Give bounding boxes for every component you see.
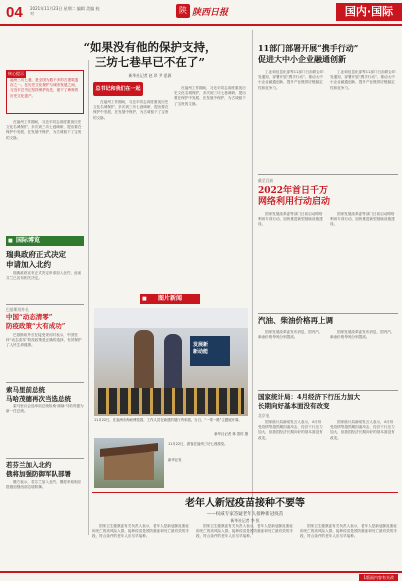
lead-body-col3: 在福州工作期间，习近平同志高度重视历史文化名城保护，多次到三坊七巷调研，提出要在保护中发展、在发展中保护，为古城留下了宝贵的文脉。 xyxy=(174,86,246,106)
right-top-body-col1: 工业和信息化部等11部门日前联合印发通知，部署开展“携手行动”，推动大中小企业融通创新，提升产业链供应链稳定性和竞争力。 xyxy=(258,70,324,90)
column-rule xyxy=(88,300,89,535)
worker-figure xyxy=(134,330,154,390)
picture-news-caption: 11月22日，在福州市海丝博览园，工作人员在新建的展厅内布展。当日，“一带一路”主题展开幕。 xyxy=(94,418,242,422)
core-tip-text: 福州三坊七巷，是全国为数不多的古建筑遗存之一。在历史文化保护与城市发展之间，习近平总书记坚持保护优先，留下了珍贵的历史文化遗产。 xyxy=(10,78,79,98)
section-band-intl: ■ 国际博览 xyxy=(6,236,84,246)
page-footer xyxy=(0,571,402,581)
divider xyxy=(258,313,398,314)
column-rule xyxy=(88,60,89,300)
issue-meta: 2021年11月23日 星期二 编辑 美编 校对 xyxy=(30,6,100,16)
secondary-photo-caption: 11月22日，游客在福州三坊七巷游览。 xyxy=(168,442,228,446)
picture-news-photo xyxy=(94,308,248,416)
paper-seal-icon: 陕 xyxy=(176,4,190,18)
picture-news-credit: 新华社记者 林 善传 摄 xyxy=(214,432,248,436)
paper-name: 陕西日报 xyxy=(192,8,229,18)
right-fuel-body-col1: 国家发展改革委发布消息，国内汽、柴油价格每吨分别提高。 xyxy=(258,330,323,340)
right-mid-kicker: 截至目前 xyxy=(258,178,274,183)
divider xyxy=(6,458,84,459)
core-tip-box xyxy=(6,70,84,114)
product-shelf xyxy=(98,388,244,414)
secondary-photo-credit: 新华社发 xyxy=(168,458,182,462)
lead-body-col2: 在福州工作期间，习近平同志高度重视历史文化名城保护，多次到三坊七巷调研，提出要在保护中发展、在发展中保护，为古城留下了宝贵的文脉。 xyxy=(93,100,169,120)
right-fuel-headline: 汽油、柴油价格再上调 xyxy=(258,316,333,325)
right-stats-body-col1: 国家统计局新闻发言人表示，4月份受疫情等超预期因素冲击，经济下行压力加大，但我国经济长期向好的基本面没有改变。 xyxy=(258,420,323,440)
picture-news-band: ■ 图片新闻 xyxy=(140,294,200,304)
lead-body-col1: 在福州工作期间，习近平同志高度重视历史文化名城保护，多次到三坊七巷调研，提出要在保护中发展、在发展中保护，为古城留下了宝贵的文脉。 xyxy=(6,120,82,140)
divider xyxy=(258,390,398,391)
right-top-body-col2: 工业和信息化部等11部门日前联合印发通知，部署开展“携手行动”，推动大中小企业融通创新，提升产业链供应链稳定性和竞争力。 xyxy=(330,70,396,90)
story-pak-headline: 中国“动态清零” 防疫政策“大有成功” xyxy=(6,313,66,330)
right-mid-body-col1: 国家发展改革委等部门日前启动网络利用专项行动，加快推进新型基础设施建设。 xyxy=(258,212,323,227)
story-nordic-body: 俄方表示，若芬兰加入北约，俄将采取相应措施加强西部边境防御。 xyxy=(6,480,82,490)
column-stamp: 总书记和我们在一起 xyxy=(93,82,143,96)
footer-tag: 1版面内容有关改 xyxy=(359,574,398,581)
story-sweden-headline: 瑞典政府正式决定 申请加入北约 xyxy=(6,250,66,269)
story-somalia-body: 索马里议会选举前总统哈桑·谢赫·马哈茂德为新一任总统。 xyxy=(6,404,84,414)
bottom-body-col3: 国家卫生健康委有关负责人表示，老年人是新冠肺炎重症和死亡的高风险人群，接种疫苗是预防重症和死亡最有效的手段，符合条件的老年人应尽早接种。 xyxy=(300,524,398,539)
display-sign: 发展新 新动能 xyxy=(190,336,230,366)
column-rule xyxy=(252,30,253,535)
right-stats-kicker: 北京电 xyxy=(258,413,270,418)
divider xyxy=(258,174,398,175)
lead-byline: 新华社记者 赵 昂 尹 思源 xyxy=(128,73,172,78)
lead-headline: “如果没有他的保护支持， 三坊七巷早已不在了” xyxy=(83,40,217,69)
story-pak-kicker: 巴基斯坦外长 xyxy=(6,307,29,312)
bottom-body-col1: 国家卫生健康委有关负责人表示，老年人是新冠肺炎重症和死亡的高风险人群，接种疫苗是预防重症和死亡最有效的手段，符合条件的老年人应尽早接种。 xyxy=(92,524,190,539)
story-sweden-body: 瑞典政府宣布正式决定申请加入北约，此前芬兰已宣布相关决定。 xyxy=(6,271,82,281)
right-mid-body-col2: 国家发展改革委等部门日前启动网络利用专项行动，加快推进新型基础设施建设。 xyxy=(330,212,395,227)
secondary-photo xyxy=(94,438,164,488)
divider xyxy=(6,382,84,383)
right-fuel-body-col2: 国家发展改革委发布消息，国内汽、柴油价格每吨分别提高。 xyxy=(330,330,395,340)
story-nordic-headline: 若芬兰加入北约 俄将加强防御军队部署 xyxy=(6,461,71,478)
bottom-body-col2: 国家卫生健康委有关负责人表示，老年人是新冠肺炎重症和死亡的高风险人群，接种疫苗是预防重症和死亡最有效的手段，符合条件的老年人应尽早接种。 xyxy=(196,524,294,539)
divider xyxy=(92,492,398,493)
right-stats-headline: 国家统计局：4月经济下行压力加大 长期向好基本面没有改变 xyxy=(258,393,361,410)
bottom-subhead: ——权威专家答疑老年人接种新冠疫苗 xyxy=(206,512,284,517)
story-pak-body: 巴基斯坦外长在接受采访时表示，中国坚持“动态清零”防疫政策是正确的选择，有效保护了人民生命健康。 xyxy=(6,333,82,348)
bottom-headline: 老年人新冠疫苗接种不要等 xyxy=(185,498,305,509)
page-header xyxy=(0,0,402,26)
right-mid-headline: 2022年首日千万 网络利用行动启动 xyxy=(258,186,331,207)
page-number: 04 xyxy=(6,4,23,21)
masthead xyxy=(176,3,232,21)
bottom-byline: 新华社记者 李 恒 xyxy=(230,518,260,523)
right-stats-body-col2: 国家统计局新闻发言人表示，4月份受疫情等超预期因素冲击，经济下行压力加大，但我国经济长期向好的基本面没有改变。 xyxy=(330,420,395,440)
divider xyxy=(6,304,84,305)
worker-figure xyxy=(164,334,182,390)
section-label: 国内·国际 xyxy=(336,3,402,21)
core-tip-tag: 核心提示 xyxy=(8,71,24,76)
right-top-headline: 11部门部署开展“携手行动” 促进大中小企业融通创新 xyxy=(258,43,359,64)
story-somalia-headline: 索马里前总统 马哈茂德再次当选总统 xyxy=(6,386,71,403)
